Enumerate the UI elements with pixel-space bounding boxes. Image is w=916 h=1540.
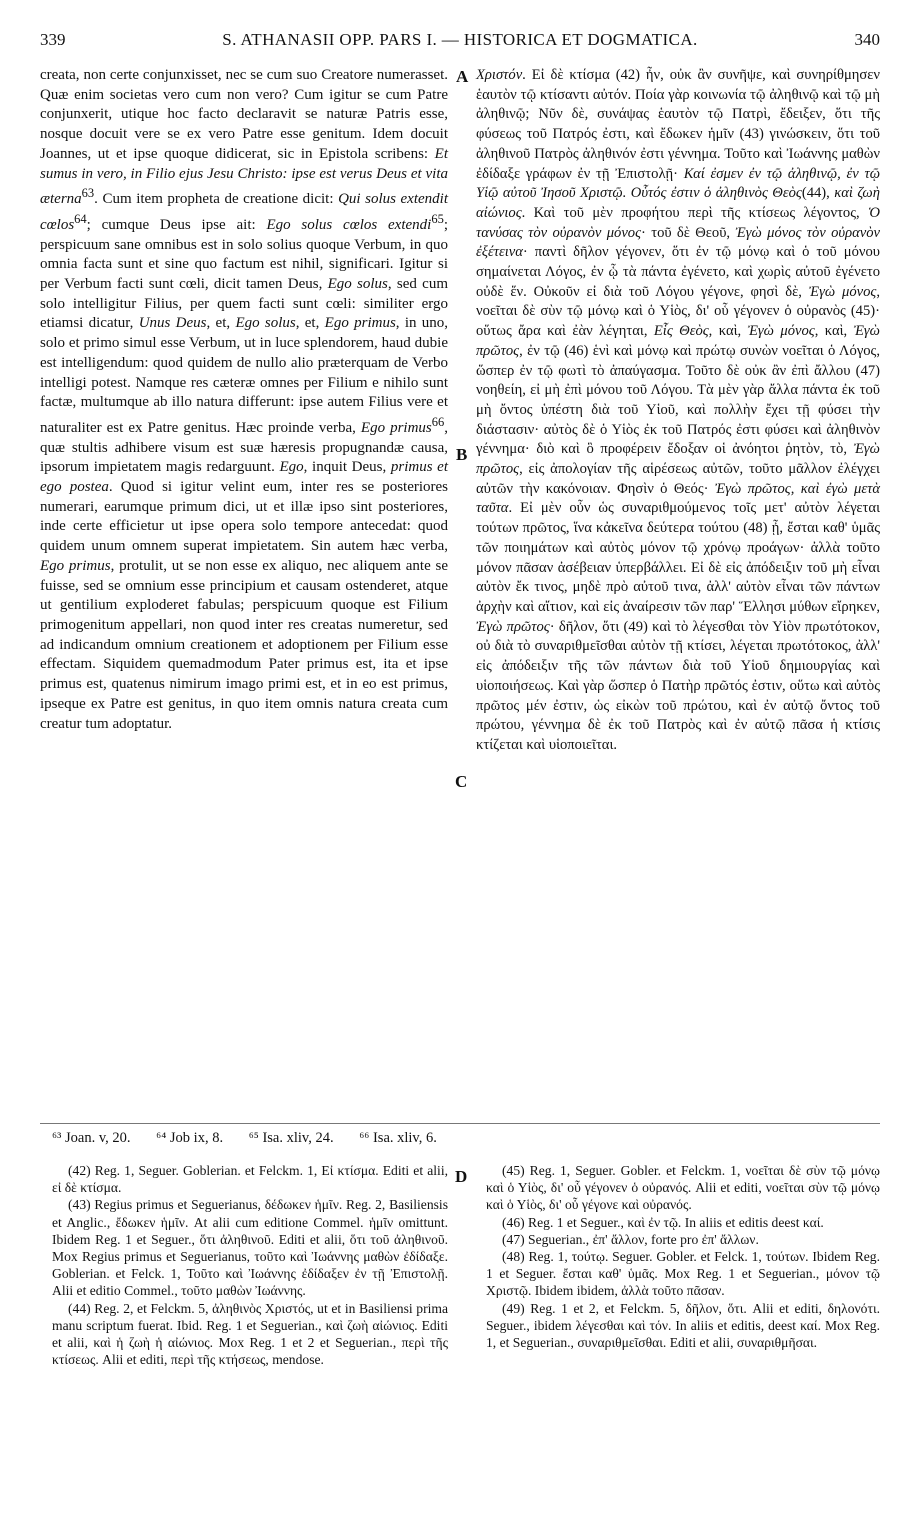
greek-column	[476, 66, 880, 756]
greek-quote: Ἐγὼ πρῶτος	[476, 441, 880, 478]
greek-quote: Ἐγὼ πρῶτος, καὶ ἐγὼ μετὰ ταῦτα	[476, 480, 880, 517]
latin-quote: primus et ego postea	[40, 459, 449, 496]
footnote-marker: 64	[74, 211, 87, 226]
latin-quote: Ego	[279, 459, 304, 476]
greek-quote: καὶ ζωὴ αἰώνιος	[476, 185, 880, 221]
greek-quote: Ὁ τανύσας τὸν οὐρανὸν μόνος	[476, 204, 880, 241]
latin-text: ; perspicuum sane omnibus est in solo solius quoque Verbum, in quo omnia facta sunt et sine quo factum est nihil, significari. Igitur si per Verbum facti sunt cœli, dicit tamen Deus,	[40, 216, 448, 293]
latin-text: . Cum item propheta de creatione dicit:	[94, 191, 334, 208]
footnote-marker: 65	[431, 211, 444, 226]
greek-text: · παντὶ δῆλον γέγονεν, ὅτι ἐν τῷ μόνῳ καὶ ὁ τοῦ μόνου σημαίνεται Λόγος, ἐν ᾧ τὰ πάντα ἐγένετο, καὶ χωρὶς αὐτοῦ ἐγένετο οὐδὲ ἕν. Οὐκοῦν εἰ διὰ τοῦ Λόγου γέγονε, φησὶ δὲ,	[476, 244, 880, 300]
greek-quote: Καί ἐσμεν ἐν τῷ ἀληθινῷ, ἐν τῷ Υἱῷ αὐτοῦ Ἰησοῦ Χριστῷ. Οὗτός ἐστιν ὁ ἀληθινὸς Θεὸς	[476, 165, 880, 202]
critical-notes-right	[486, 1162, 880, 1351]
latin-text: , et,	[206, 315, 231, 332]
greek-text: (44),	[801, 185, 830, 202]
latin-text: , inquit Deus,	[303, 459, 387, 476]
scripture-ref: ⁶⁶ Isa. xliv, 6.	[359, 1130, 437, 1146]
critical-note: (42) Reg. 1, Seguer. Goblerian. et Felckm. 1, Εἰ κτίσμα. Editi et alii, εἰ δὲ κτίσμα.	[52, 1163, 448, 1196]
greek-quote: Χριστόν	[476, 67, 523, 83]
latin-text: , quæ stultis adhibere visum est suæ hæresis propugnandæ causa, ipsorum impietatem magis redarguunt.	[40, 419, 449, 476]
latin-quote: Ego primus	[40, 557, 111, 574]
greek-text: , ἐν τῷ (46) ἑνὶ καὶ μόνῳ καὶ πρώτῳ συνὼν νοεῖται ὁ Λόγος, ὥσπερ ἐν τῷ φωτὶ τὸ ἀπαύγασμα. Τοῦτο δὲ οὐκ ἂν ἐπὶ ἄλλου (47) νοηθείη, εἰ μὴ ἐπὶ μόνου τοῦ Λόγου. Τὰ μὲν γὰρ ἄλλα πάντα ἐκ τοῦ μὴ ὄντος ὑπέστη διὰ τοῦ Υἱοῦ, καὶ πολλὴν ἔχει τῇ φύσει τὴν διάστασιν· αὐτὸς δὲ ὁ Υἱὸς ἐκ τοῦ Πατρός ἐστι φύσει καὶ ἀληθινὸν γέννημα· διὸ καὶ ὃ προφέρειν ἔδοξαν οἱ ἀνόητοι ῥητὸν, τὸ,	[476, 342, 880, 458]
page-number-right: 340	[854, 30, 880, 49]
latin-text: ; cumque Deus ipse ait:	[86, 216, 256, 233]
scripture-ref: ⁶⁵ Isa. xliv, 24.	[248, 1130, 334, 1146]
greek-paragraph	[476, 66, 880, 756]
footnote-marker: 66	[431, 414, 445, 429]
critical-note: (49) Reg. 1 et 2, et Felckm. 5, δῆλον, ὅτι. Alii et editi, δηλονότι. Seguer., ibidem λέγεσθαι καὶ τόν. In aliis et editis, deest καί. Mox Reg. 1, et Seguerian., συναριθμεῖσθαι. Editi et alii, συναριθμῆσαι.	[486, 1300, 880, 1351]
latin-column	[40, 66, 448, 734]
latin-text: , et,	[295, 315, 320, 332]
greek-text: · δῆλον, ὅτι (49) καὶ τὸ λέγεσθαι τὸν Υἱὸν πρωτότοκον, οὐ διὰ τὸ συναριθμεῖσθαι αὐτὸν τῇ κτίσει, λέγεται πρωτότοκος, ἀλλ' εἰς ἀπόδειξιν τῆς τῶν πάντων διὰ τοῦ Υἱοῦ δημιουργίας καὶ υἱοποιήσεως. Καὶ γὰρ ὥσπερ ὁ Πατὴρ πρῶτός ἐστιν, οὕτω καὶ αὐτὸς πρῶτος μέν ἐστιν, ὡς εἰκὼν τοῦ πρώτου, καὶ ἐν αὐτῷ ὄντος τοῦ πρώτου, γέννημα δὲ ἐκ τοῦ Πατρὸς καὶ ἐν αὐτῷ πᾶσα ἡ κτίσις κτίζεται καὶ υἱοποιεῖται.	[476, 618, 881, 753]
critical-note: (47) Seguerian., ἐπ' ἄλλον, forte pro ἐπ' ἄλλων.	[502, 1231, 759, 1247]
latin-quote: Ego solus cœlos extendi	[266, 216, 432, 233]
critical-note: (48) Reg. 1, τούτῳ. Seguer. Gobler. et Felck. 1, τούτων. Ibidem Reg. 1 et Seguer. ἔσται καθ' ὑμᾶς. Mox Reg. 1 et Seguerian., μόνον τῷ Χριστῷ. Ibidem ibidem, ἀλλὰ τοῦτο πᾶσαν.	[486, 1249, 880, 1299]
greek-quote: Εἷς Θεὸς	[653, 323, 709, 340]
latin-text: , sed cum solo intelligitur Filius, per quem facti sunt cœli: similiter ergo etiamsi dicatur,	[40, 276, 448, 332]
greek-text: . Εἰ δὲ κτίσμα (42) ἦν, οὐκ ἂν συνῆψε, καὶ συνηρίθμησεν ἑαυτὸν τῷ κτίσαντι αὐτόν. Ποία γὰρ κοινωνία τῷ ἀληθινῷ καὶ τῷ μὴ ἀληθινῷ; Νῦν δὲ, συνάψας ἑαυτὸν τῷ Πατρὶ, ἔδειξεν, ὅτι τῆς φύσεως τοῦ Πατρός ἐστι, καὶ ἔδωκεν ἡμῖν (43) γινώσκειν, ὅτι τοῦ ἀληθινοῦ Πατρὸς ἀληθινόν ἐστι γέννημα. Τοῦτο καὶ Ἰωάννης μαθὼν ἐδίδαξε γράφων ἐν τῇ Ἐπιστολῇ·	[476, 67, 880, 182]
margin-letter-b: B	[456, 445, 468, 464]
greek-quote: Ἐγὼ μόνος	[747, 323, 815, 340]
latin-quote: Ego solus	[327, 276, 388, 293]
greek-text: , εἰς ἀπολογίαν τῆς αἱρέσεως αὐτῶν, τοῦτο μᾶλλον ἐλέγχει αὐτῶν τὴν κακόνοιαν. Φησὶν ὁ Θεός·	[476, 461, 880, 497]
greek-text: · τοῦ δὲ Θεοῦ,	[641, 224, 731, 241]
latin-quote: Et sumus in vero, in Filio ejus Jesu Christo: ipse est verus Deus et vita æterna	[40, 145, 448, 208]
critical-note: (44) Reg. 2, et Felckm. 5, ἀληθινὸς Χριστός, ut et in Basiliensi prima manu scriptum fuerat. Ibid. Reg. 1 et Seguerian., καὶ ζωὴ αἰώνιος. Editi et alii, καὶ ἡ ζωὴ ἡ αἰώνιος. Mox Reg. 1 et 2 et Seguerian., περὶ τῆς κτίσεως. Alii et editi, περὶ τῆς κτήσεως, mendose.	[52, 1300, 448, 1368]
latin-text: creata, non certe conjunxisset, nec se cum suo Creatore numerasset. Quæ enim societas vero cum non vero? Cum igitur se cum Patre conjunxerit, utique hoc facto declaravit se naturæ Patris esse, nosque docuit vere se ex vero Patre esse genitum. Idem docuit Joannes, ut et ipse quoque didicerat, sic in Epistola scribens:	[40, 67, 448, 162]
greek-text: , νοεῖται δὲ σὺν τῷ μόνῳ καὶ ὁ Υἱὸς, δι' οὗ γέγονεν ὁ οὐρανὸς (45)· οὕτως ἄρα καὶ ἐὰν λέγηται,	[476, 283, 880, 340]
scripture-references	[52, 1130, 882, 1147]
latin-quote: Ego primus	[360, 419, 432, 436]
greek-text: , καὶ,	[814, 323, 848, 340]
running-title: S. ATHANASII OPP. PARS I. — HISTORICA ET DOGMATICA.	[222, 30, 698, 49]
greek-text: . Καὶ τοῦ μὲν προφήτου περὶ τῆς κτίσεως λέγοντος,	[521, 204, 860, 221]
latin-quote: Ego primus	[324, 315, 396, 332]
margin-letter-d: D	[455, 1167, 468, 1186]
footnote-marker: 63	[81, 186, 95, 201]
page-number-left: 339	[40, 30, 66, 49]
scripture-ref: ⁶⁴ Job ix, 8.	[156, 1130, 224, 1146]
margin-letter-c: C	[455, 772, 468, 791]
greek-quote: Ἐγὼ πρῶτος	[476, 323, 880, 359]
greek-text: . Εἰ μὲν οὖν ὡς συναριθμούμενος τοῖς μετ' αὐτὸν λέγεται τούτων πρῶτος, ἵνα κἀκεῖνα δεύτερα τούτου (48) ᾖ, ἔσται καθ' ὑμᾶς τῶν ποιημάτων καὶ αὐτὸς μόνον τῷ χρόνῳ προάγων· ἀλλὰ τοῦτο μόνον πᾶσαν ἀσέβειαν ὑπερβάλλει. Εἰ δὲ εἰς ἀπόδειξιν τοῦ μὴ εἶναι αὐτὸν ἔκ τινος, μηδὲ πρὸ αὐτοῦ τινα, ἀλλ' αὐτὸν εἶναι τῶν πάντων ἀρχὴν καὶ αἴτιον, καὶ εἰς ἀναίρεσιν τῶν παρ' Ἕλλησι μύθων εἴρηκεν,	[476, 500, 880, 615]
greek-quote: Ἐγὼ πρῶτος	[476, 618, 550, 635]
greek-text: , καὶ,	[708, 323, 742, 340]
latin-text: . Quod si igitur velint eum, inter res se posteriores numerari, earumque primum dici, ut et illæ ipso sint posteriores, inde certe efficietur ut ipse opera solo tempore antecedat: quod quidem unum omnem superat impietatem. Sin autem hæc verba,	[40, 479, 449, 555]
greek-quote: Ἐγὼ μόνος τὸν οὐρανὸν ἐξέτεινα	[476, 224, 880, 261]
critical-note: (43) Regius primus et Seguerianus, δέδωκεν ἡμῖν. Reg. 2, Basiliensis et Anglic., ἔδωκεν ἡμῖν. At alii cum editione Commel. ἡμῖν omittunt. Ibidem Reg. 1 et Seguer., ὅτι ἀληθινοῦ. Editi et alii, ὅτι τοῦ ἀληθινοῦ. Mox Regius primus et Seguerianus, τοῦτο καὶ Ἰωάννης μαθὼν ἐδίδαξε. Goblerian. et Felck. 1, Τοῦτο καὶ Ἰωάννης ἐδίδαξεν ἐν τῇ Ἐπιστολῇ. Alii et editio Commel., τοῦτο μαθὼν Ἰωάννης.	[52, 1197, 448, 1299]
latin-text: , protulit, ut se non esse ex aliquo, nec aliquem ante se fuisse, sed se omnium esse principium et causam ostenderet, atque ut gentilium exploderet fabulas; perspicuum quoque est Filium primogenitum appellari, non quod inter res creatas numeretur, sed ad indicandum omnium creationem et adoptionem per Filium esse effectam. Siquidem quemadmodum Pater primus est, ita et ipse primus est, quatenus nimirum imago primi est, et in eo est primus, ipseque ex Patre est genitus, in quo item omnis natura creata cum creatur tum adoptatur.	[40, 557, 448, 732]
margin-letter-a: A	[456, 67, 469, 86]
footnote-divider	[40, 1123, 880, 1124]
running-header	[40, 30, 880, 56]
latin-quote: Unus Deus	[138, 315, 207, 332]
critical-notes-left	[52, 1162, 448, 1368]
latin-quote: Qui solus extendit cœlos	[40, 191, 449, 233]
latin-quote: Ego solus	[235, 315, 296, 332]
latin-paragraph	[40, 66, 448, 734]
critical-note: (45) Reg. 1, Seguer. Gobler. et Felckm. 1, νοεῖται δὲ σὺν τῷ μόνῳ καὶ ὁ Υἱὸς, δι' οὗ γέγονεν ὁ οὐρανός. Alii et editi, νοεῖται σὺν τῷ μόνῳ καὶ ὁ Υἱὸς, δι' οὗ γέγονε καὶ οὐρανός.	[486, 1163, 880, 1213]
scripture-ref: ⁶³ Joan. v, 20.	[52, 1130, 131, 1146]
critical-note: (46) Reg. 1 et Seguer., καὶ ἐν τῷ. In aliis et editis deest καί.	[502, 1214, 824, 1230]
greek-quote: Ἐγὼ μόνος	[808, 283, 877, 300]
latin-text: , in uno, solo et primo simul esse Verbum, ut in luce splendorem, haud dubie est intelligendum: quod quidem de nullo alio præterquam de Verbo intelligi potest. Namque res cæteræ omnes per Filium e nihilo sunt factæ, multumque ab illo natura differunt: ipse autem Filius vere et naturaliter est ex Patre genitus. Hæc proinde verba,	[40, 315, 449, 436]
